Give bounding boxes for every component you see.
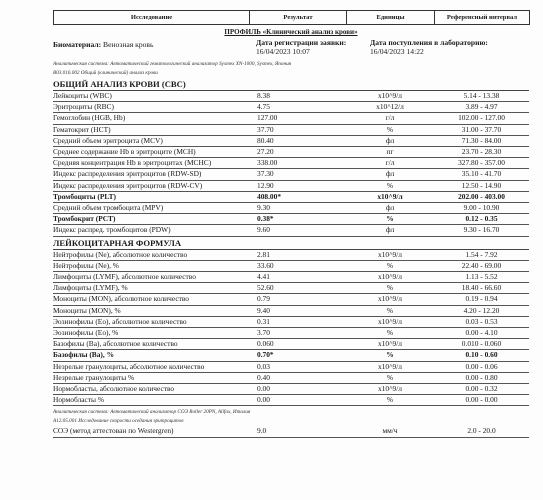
reference-range: 202.00 - 403.00 xyxy=(434,191,529,202)
test-name: Эозинофилы (Eo), абсолютное количество xyxy=(53,316,249,327)
reference-range: 4.20 - 12.20 xyxy=(434,305,529,316)
test-name: Моноциты (MON), % xyxy=(53,305,249,316)
reference-range: 12.50 - 14.90 xyxy=(434,180,529,191)
table-row xyxy=(53,350,529,361)
unit-value: x10^9/л xyxy=(346,191,434,202)
unit-value: фл xyxy=(346,225,434,236)
result-value: 0.70* xyxy=(249,350,346,361)
result-value: 0.79 xyxy=(249,294,346,305)
unit-value: % xyxy=(346,180,434,191)
table-row xyxy=(53,426,529,437)
reference-range: 0.00 - 4.10 xyxy=(434,328,529,339)
leukocyte-table xyxy=(53,250,529,407)
section-cbc: ОБЩИЙ АНАЛИЗ КРОВИ (CBC) xyxy=(53,78,529,91)
result-value: 0.40 xyxy=(249,372,346,383)
reference-range: 0.10 - 0.60 xyxy=(434,350,529,361)
test-name: Нормобласты, абсолютное количество xyxy=(53,384,249,395)
result-value: 338.00 xyxy=(249,158,346,169)
unit-value: г/л xyxy=(346,158,434,169)
result-value: 27.20 xyxy=(249,147,346,158)
reference-range: 22.40 - 69.00 xyxy=(434,260,529,271)
header-reference: Референсный интервал xyxy=(435,11,530,25)
profile-title: ПРОФИЛЬ «Клинический анализ крови» xyxy=(224,28,358,36)
reference-range: 5.14 - 13.38 xyxy=(434,91,529,102)
unit-value: % xyxy=(346,214,434,225)
result-value: 408.00* xyxy=(249,191,346,202)
table-row xyxy=(53,169,529,180)
test-name: Лимфоциты (LYMF), % xyxy=(53,283,249,294)
unit-value: % xyxy=(346,328,434,339)
unit-value: г/л xyxy=(346,113,434,124)
test-name: Нейтрофилы (Ne), % xyxy=(53,260,249,271)
table-row xyxy=(53,294,529,305)
result-value: 37.30 xyxy=(249,169,346,180)
reference-range: 9.30 - 16.70 xyxy=(434,225,529,236)
test-name: Индекс распред. тромбоцитов (PDW) xyxy=(53,225,249,236)
table-row xyxy=(53,158,529,169)
test-name: Гемоглобин (HGB, Hb) xyxy=(53,113,249,124)
table-row xyxy=(53,135,529,146)
result-value: 0.00 xyxy=(249,384,346,395)
result-value: 80.40 xyxy=(249,135,346,146)
table-row xyxy=(53,328,529,339)
result-value: 0.060 xyxy=(249,339,346,350)
result-value: 37.70 xyxy=(249,124,346,135)
unit-value: x10^9/л xyxy=(346,361,434,372)
test-name: Тромбоциты (PLT) xyxy=(53,191,249,202)
biomaterial-label: Биоматериал: xyxy=(53,40,102,49)
table-row xyxy=(53,283,529,294)
table-row xyxy=(53,316,529,327)
reference-range: 2.0 - 20.0 xyxy=(434,426,529,437)
lab-arrival-label: Дата поступления в лабораторию: xyxy=(370,38,488,47)
table-row xyxy=(53,361,529,372)
test-name: Индекс распределения эритроцитов (RDW-CV) xyxy=(53,180,249,191)
table-row xyxy=(53,272,529,283)
test-name: СОЭ (метод аттестован по Westergren) xyxy=(53,426,249,437)
reference-range: 1.54 - 7.92 xyxy=(434,250,529,261)
test-name: Нормобласты % xyxy=(53,395,249,406)
test-name: Незрелые гранулоциты % xyxy=(53,372,249,383)
header-units: Единицы xyxy=(347,11,435,25)
table-row xyxy=(53,113,529,124)
table-row xyxy=(53,260,529,271)
result-value: 4.75 xyxy=(249,102,346,113)
lab-arrival-value: 16/04/2023 14:22 xyxy=(370,47,424,56)
test-name: Средний объем эритроцита (MCV) xyxy=(53,135,249,146)
reference-range: 23.70 - 28.30 xyxy=(434,147,529,158)
test-name: Тромбокрит (PCT) xyxy=(53,214,249,225)
unit-value: x10^9/л xyxy=(346,294,434,305)
cbc-analyzer-note xyxy=(53,60,529,78)
reference-range: 0.010 - 0.060 xyxy=(434,339,529,350)
test-name: Нейтрофилы (Ne), абсолютное количество xyxy=(53,250,249,261)
result-value: 9.0 xyxy=(249,426,346,437)
biomaterial xyxy=(53,40,154,49)
note-line: B03.016.002 Общий (клинический) анализ крови xyxy=(53,70,158,76)
unit-value: фл xyxy=(346,169,434,180)
unit-value: x10^9/л xyxy=(346,91,434,102)
unit-value: % xyxy=(346,395,434,406)
table-row xyxy=(53,91,529,102)
table-row xyxy=(53,124,529,135)
unit-value: % xyxy=(346,260,434,271)
unit-value: % xyxy=(346,305,434,316)
test-name: Эозинофилы (Eo), % xyxy=(53,328,249,339)
table-row xyxy=(53,102,529,113)
reference-range: 9.00 - 10.90 xyxy=(434,203,529,214)
table-row xyxy=(53,203,529,214)
unit-value: пг xyxy=(346,147,434,158)
reference-range: 327.80 - 357.00 xyxy=(434,158,529,169)
result-value: 12.90 xyxy=(249,180,346,191)
registration-date xyxy=(256,38,346,56)
result-value: 0.00 xyxy=(249,395,346,406)
result-value: 0.31 xyxy=(249,316,346,327)
note-line: A12.05.001 Исследование скорости оседания эритроцитов xyxy=(53,418,184,425)
table-row xyxy=(53,339,529,350)
table-row xyxy=(53,214,529,225)
registration-value: 16/04/2023 10:07 xyxy=(256,47,310,56)
result-value: 0.38* xyxy=(249,214,346,225)
unit-value: x10^9/л xyxy=(346,272,434,283)
test-name: Моноциты (MON), абсолютное количество xyxy=(53,294,249,305)
test-name: Средняя концентрация Hb в эритроцитах (MCHC) xyxy=(53,158,249,169)
result-value: 2.81 xyxy=(249,250,346,261)
esr-table xyxy=(53,426,529,437)
section-leukocyte-formula: ЛЕЙКОЦИТАРНАЯ ФОРМУЛА xyxy=(53,237,529,250)
table-row xyxy=(53,372,529,383)
reference-range: 0.00 - 0.00 xyxy=(434,395,529,406)
esr-analyzer-note xyxy=(53,408,529,426)
reference-range: 35.10 - 41.70 xyxy=(434,169,529,180)
table-row xyxy=(53,250,529,261)
unit-value: x10^9/л xyxy=(346,384,434,395)
test-name: Среднее содержание Hb в эритроците (MCH) xyxy=(53,147,249,158)
cbc-table xyxy=(53,91,529,237)
reference-range: 0.12 - 0.35 xyxy=(434,214,529,225)
unit-value: x10^9/л xyxy=(346,250,434,261)
table-row xyxy=(53,305,529,316)
header-result: Результат xyxy=(250,11,347,25)
table-row xyxy=(53,180,529,191)
unit-value: % xyxy=(346,372,434,383)
reference-range: 31.00 - 37.70 xyxy=(434,124,529,135)
meta-block xyxy=(53,38,529,60)
unit-value: мм/ч xyxy=(346,426,434,437)
test-name: Индекс распределения эритроцитов (RDW-SD) xyxy=(53,169,249,180)
note-line: Аналитическая система: Автоматический анализатор СОЭ Roller 20PN, Alifax, Италия xyxy=(53,409,251,416)
unit-value: фл xyxy=(346,135,434,146)
test-name: Незрелые гранулоциты, абсолютное количество xyxy=(53,361,249,372)
table-row xyxy=(53,225,529,236)
reference-range: 0.00 - 0.06 xyxy=(434,361,529,372)
result-value: 52.60 xyxy=(249,283,346,294)
table-row xyxy=(53,147,529,158)
test-name: Лейкоциты (WBC) xyxy=(53,91,249,102)
result-value: 9.40 xyxy=(249,305,346,316)
result-value: 9.30 xyxy=(249,203,346,214)
test-name: Базофилы (Ba), % xyxy=(53,350,249,361)
note-line: Аналитическая система: Автоматический гематологический анализатор Sysmex XN-1000, Sysmex, Япония xyxy=(53,61,292,67)
reference-range: 18.40 - 66.60 xyxy=(434,283,529,294)
biomaterial-value: Венозная кровь xyxy=(103,40,154,49)
unit-value: % xyxy=(346,124,434,135)
reference-range: 0.03 - 0.53 xyxy=(434,316,529,327)
test-name: Лимфоциты (LYMF), абсолютное количество xyxy=(53,272,249,283)
unit-value: x10^9/л xyxy=(346,339,434,350)
result-value: 4.41 xyxy=(249,272,346,283)
test-name: Гематокрит (HCT) xyxy=(53,124,249,135)
table-row xyxy=(53,395,529,406)
unit-value: % xyxy=(346,283,434,294)
test-name: Базофилы (Ba), абсолютное количество xyxy=(53,339,249,350)
unit-value: фл xyxy=(346,203,434,214)
registration-label: Дата регистрации заявки: xyxy=(256,38,347,47)
result-value: 33.60 xyxy=(249,260,346,271)
result-value: 8.38 xyxy=(249,91,346,102)
test-name: Средний объем тромбоцита (MPV) xyxy=(53,203,249,214)
result-value: 9.60 xyxy=(249,225,346,236)
lab-arrival-date xyxy=(370,38,488,56)
report-header-table xyxy=(53,10,530,25)
result-value: 127.00 xyxy=(249,113,346,124)
reference-range: 71.30 - 84.00 xyxy=(434,135,529,146)
reference-range: 0.19 - 0.94 xyxy=(434,294,529,305)
test-name: Эритроциты (RBC) xyxy=(53,102,249,113)
table-row xyxy=(53,384,529,395)
result-value: 3.70 xyxy=(249,328,346,339)
reference-range: 0.00 - 0.32 xyxy=(434,384,529,395)
unit-value: x10^9/л xyxy=(346,316,434,327)
reference-range: 1.13 - 5.52 xyxy=(434,272,529,283)
reference-range: 102.00 - 127.00 xyxy=(434,113,529,124)
table-row xyxy=(53,191,529,202)
result-value: 0.03 xyxy=(249,361,346,372)
reference-range: 0.00 - 0.80 xyxy=(434,372,529,383)
lab-report xyxy=(53,10,529,438)
reference-range: 3.89 - 4.97 xyxy=(434,102,529,113)
unit-value: x10^12/л xyxy=(346,102,434,113)
header-test: Исследование xyxy=(54,11,250,25)
unit-value: % xyxy=(346,350,434,361)
